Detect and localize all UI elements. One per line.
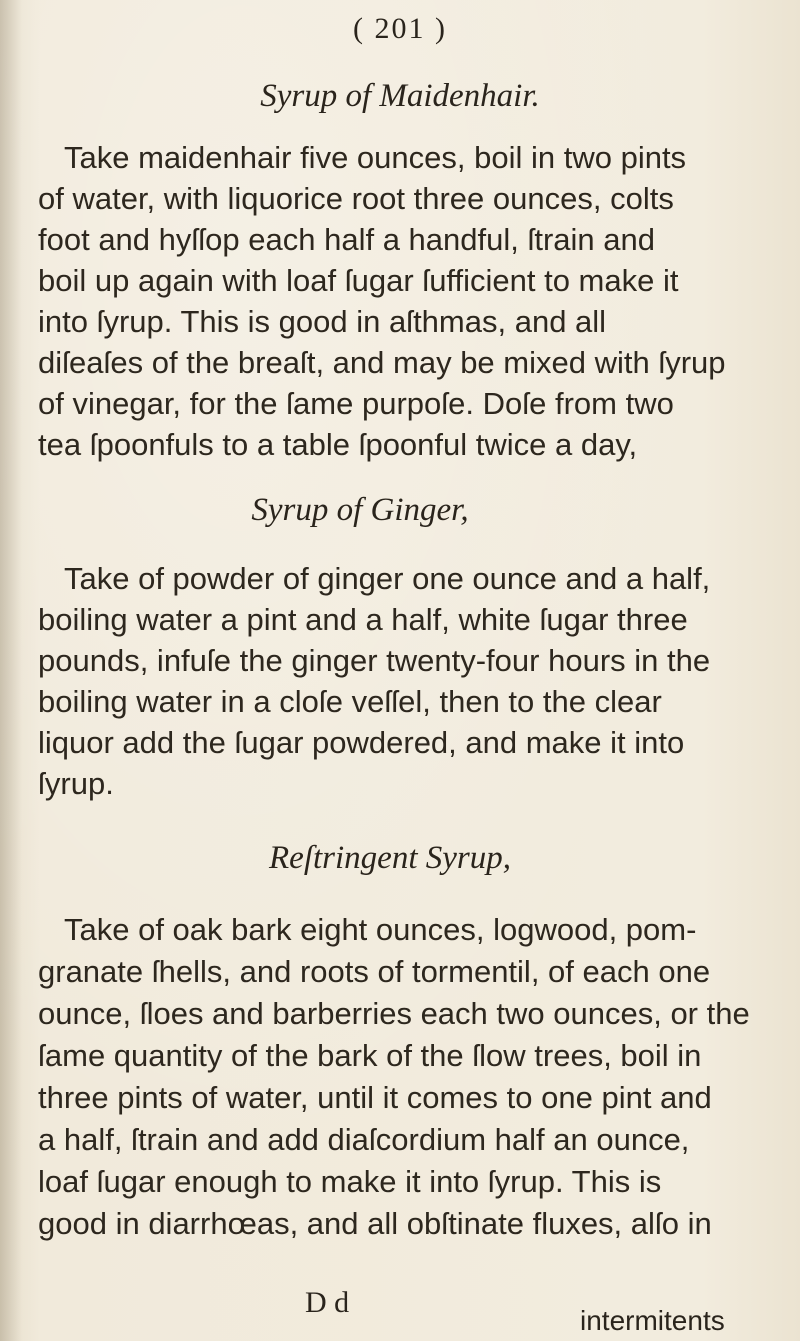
- section-heading-restringent: Reſtringent Syrup,: [269, 840, 511, 876]
- section-heading-ginger: Syrup of Ginger,: [251, 492, 469, 528]
- text-line: granate ſhells, and roots of tormentil, of each one: [38, 954, 711, 989]
- signature-mark: D d: [305, 1286, 350, 1319]
- text-line: Take of powder of ginger one ounce and a half,: [64, 561, 711, 596]
- text-line: boiling water in a cloſe veſſel, then to the clear: [38, 684, 662, 719]
- text-line: loaf ſugar enough to make it into ſyrup. This is: [38, 1164, 662, 1199]
- text-line: ſyrup.: [38, 766, 114, 801]
- text-line: boil up again with loaf ſugar ſufficient to make it: [38, 263, 679, 298]
- text-line: ounce, ſloes and barberries each two ounces, or the: [38, 996, 750, 1031]
- text-line: ſame quantity of the bark of the ſlow trees, boil in: [38, 1038, 702, 1073]
- gutter-shadow: [0, 0, 22, 1341]
- text-line: three pints of water, until it comes to one pint and: [38, 1080, 712, 1115]
- text-line: foot and hyſſop each half a handful, ſtrain and: [38, 222, 656, 257]
- text-line: liquor add the ſugar powdered, and make it into: [38, 725, 685, 760]
- text-line: diſeaſes of the breaſt, and may be mixed with ſyrup: [38, 345, 726, 380]
- text-line: Take maidenhair five ounces, boil in two pints: [64, 140, 687, 175]
- text-line: of vinegar, for the ſame purpoſe. Doſe from two: [38, 386, 674, 421]
- text-line: pounds, infuſe the ginger twenty-four hours in the: [38, 643, 711, 678]
- text-line: good in diarrhœas, and all obſtinate fluxes, alſo in: [38, 1206, 712, 1241]
- text-line: into ſyrup. This is good in aſthmas, and all: [38, 304, 607, 339]
- text-line: Take of oak bark eight ounces, logwood, pom-: [64, 912, 697, 947]
- text-line: a half, ſtrain and add diaſcordium half an ounce,: [38, 1122, 690, 1157]
- page-number: ( 201 ): [353, 12, 447, 45]
- text-line: tea ſpoonfuls to a table ſpoonful twice a day,: [38, 427, 638, 462]
- text-line: of water, with liquorice root three ounces, colts: [38, 181, 674, 216]
- section-heading-maidenhair: Syrup of Maidenhair.: [260, 78, 540, 114]
- text-line: boiling water a pint and a half, white ſugar three: [38, 602, 688, 637]
- catchword: intermitents: [580, 1305, 725, 1336]
